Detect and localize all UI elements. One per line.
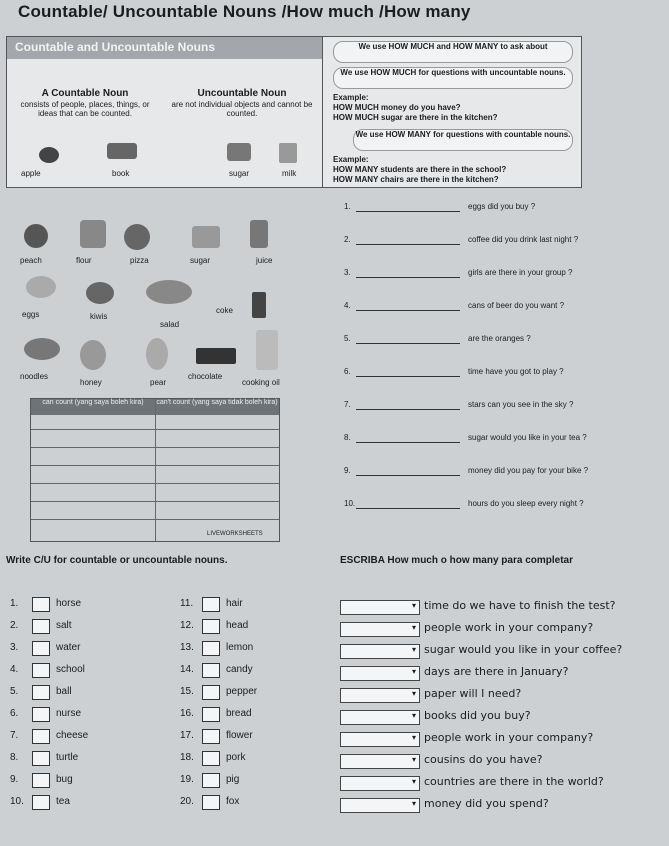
label-noodles: noodles: [20, 372, 49, 381]
cu-number: 20.: [180, 796, 194, 807]
how-much-many-select[interactable]: [340, 776, 420, 791]
example1-a: HOW MUCH money do you have?: [333, 103, 461, 112]
cu-word: candy: [226, 664, 253, 675]
chocolate-icon: [196, 348, 236, 364]
cu-number: 2.: [10, 620, 19, 631]
label-juice: juice: [256, 256, 273, 265]
sentence-text: days are there in January?: [424, 665, 569, 678]
answer-blank[interactable]: [356, 244, 460, 245]
table-header-count: can count (yang saya boleh kira): [31, 399, 155, 415]
eggs-icon: [26, 276, 56, 298]
flour-icon: [80, 220, 106, 248]
how-much-many-select[interactable]: [340, 600, 420, 615]
rule-how-many: We use HOW MANY for questions with countable nouns.: [353, 129, 573, 151]
label-eggs: eggs: [22, 310, 40, 319]
cu-answer-box[interactable]: [32, 619, 50, 634]
cu-number: 17.: [180, 730, 194, 741]
watermark: LIVEWORKSHEETS: [207, 531, 263, 537]
cu-number: 6.: [10, 708, 19, 719]
countable-uncountable-exercise: [10, 578, 330, 824]
cu-word: fox: [226, 796, 240, 807]
countable-heading: A Countable Noun: [41, 88, 129, 99]
cu-word: tea: [56, 796, 70, 807]
label-sugar: sugar: [229, 169, 250, 178]
box-header: Countable and Uncountable Nouns: [7, 37, 323, 59]
noodles-icon: [24, 338, 60, 360]
countable-explanation-box: [6, 36, 324, 188]
cu-number: 16.: [180, 708, 194, 719]
cu-number: 4.: [10, 664, 19, 675]
exercise-number: 9.: [344, 466, 351, 475]
cu-word: flower: [226, 730, 253, 741]
exercise-text: coffee did you drink last night ?: [468, 235, 579, 244]
how-much-many-rules-box: [322, 36, 582, 188]
label-pear: pear: [150, 378, 167, 387]
label-milk: milk: [282, 169, 297, 178]
cu-answer-box[interactable]: [202, 729, 220, 744]
cu-word: turtle: [56, 752, 79, 763]
cu-word: pepper: [226, 686, 258, 697]
cu-answer-box[interactable]: [202, 795, 220, 810]
chevron-down-icon: ▾: [411, 755, 416, 764]
cu-word: pork: [226, 752, 246, 763]
how-much-many-exercise: [330, 198, 630, 538]
cu-number: 3.: [10, 642, 19, 653]
countable-column: [15, 89, 155, 118]
sentence-text: time do we have to finish the test?: [424, 599, 616, 612]
rule-how-much: We use HOW MUCH for questions with uncountable nouns.: [333, 67, 573, 89]
cu-word: water: [56, 642, 81, 653]
cu-word: ball: [56, 686, 72, 697]
section-cu-title: Write C/U for countable or uncountable nouns.: [6, 555, 228, 566]
cu-answer-box[interactable]: [202, 597, 220, 612]
chevron-down-icon: ▾: [411, 777, 416, 786]
cu-answer-box[interactable]: [32, 707, 50, 722]
cu-word: pig: [226, 774, 240, 785]
cu-answer-box[interactable]: [202, 773, 220, 788]
label-peach: peach: [20, 256, 42, 265]
cu-answer-box[interactable]: [32, 597, 50, 612]
uncountable-description: are not individual objects and cannot be counted.: [171, 100, 313, 118]
label-book: book: [112, 169, 130, 178]
example2-a: HOW MANY students are there in the school?: [333, 165, 507, 174]
how-much-many-select[interactable]: [340, 710, 420, 725]
rule-ask-about: We use HOW MUCH and HOW MANY to ask about: [333, 41, 573, 63]
label-apple: apple: [21, 169, 41, 178]
sugar-pack-icon: [192, 226, 220, 248]
exercise-text: time have you got to play ?: [468, 367, 564, 376]
book-icon: [107, 143, 137, 159]
cu-number: 18.: [180, 752, 194, 763]
cu-word: bug: [56, 774, 73, 785]
answer-blank[interactable]: [356, 310, 460, 311]
sentence-text: people work in your company?: [424, 621, 594, 634]
cu-number: 1.: [10, 598, 19, 609]
how-much-many-select[interactable]: [340, 666, 420, 681]
exercise-number: 4.: [344, 301, 351, 310]
label-coke: coke: [216, 306, 233, 315]
exercise-number: 8.: [344, 433, 351, 442]
label-cooking-oil: cooking oil: [242, 378, 280, 387]
how-much-many-dropdowns: [340, 600, 660, 820]
page-title: Countable/ Uncountable Nouns /How much /How many: [18, 2, 471, 21]
coke-icon: [252, 292, 266, 318]
sugar-icon: [227, 143, 251, 161]
section-hm-title: ESCRIBA How much o how many para completar: [340, 555, 574, 566]
exercise-text: hours do you sleep every night ?: [468, 499, 584, 508]
answer-blank[interactable]: [356, 508, 460, 509]
cu-number: 12.: [180, 620, 194, 631]
sentence-text: people work in your company?: [424, 731, 594, 744]
how-much-many-select[interactable]: [340, 754, 420, 769]
cu-number: 7.: [10, 730, 19, 741]
cu-answer-box[interactable]: [202, 663, 220, 678]
cu-number: 8.: [10, 752, 19, 763]
cu-word: head: [226, 620, 249, 631]
answer-blank[interactable]: [356, 442, 460, 443]
chevron-down-icon: ▾: [411, 711, 416, 720]
answer-blank[interactable]: [356, 277, 460, 278]
exercise-text: cans of beer do you want ?: [468, 301, 565, 310]
cu-number: 9.: [10, 774, 19, 785]
example1-label: Example:: [333, 93, 369, 102]
label-salad: salad: [160, 320, 180, 329]
cu-answer-box[interactable]: [32, 663, 50, 678]
uncountable-heading: Uncountable Noun: [197, 88, 287, 99]
exercise-text: money did you pay for your bike ?: [468, 466, 589, 475]
exercise-text: girls are there in your group ?: [468, 268, 573, 277]
cu-number: 14.: [180, 664, 194, 675]
cu-word: cheese: [56, 730, 89, 741]
chevron-down-icon: ▾: [411, 733, 416, 742]
exercise-number: 3.: [344, 268, 351, 277]
exercise-number: 5.: [344, 334, 351, 343]
label-honey: honey: [80, 378, 102, 387]
chevron-down-icon: ▾: [411, 689, 416, 698]
label-sugar-pic: sugar: [190, 256, 211, 265]
chevron-down-icon: ▾: [411, 799, 416, 808]
label-flour: flour: [76, 256, 92, 265]
cu-answer-box[interactable]: [202, 641, 220, 656]
sentence-text: paper will I need?: [424, 687, 522, 700]
cu-word: school: [56, 664, 85, 675]
cu-number: 5.: [10, 686, 19, 697]
cu-answer-box[interactable]: [32, 685, 50, 700]
sorting-table: [30, 398, 280, 542]
food-pictures: [20, 210, 300, 390]
answer-blank[interactable]: [356, 211, 460, 212]
cu-word: lemon: [226, 642, 254, 653]
cu-word: bread: [226, 708, 252, 719]
how-much-many-select[interactable]: [340, 732, 420, 747]
exercise-number: 7.: [344, 400, 351, 409]
exercise-number: 10.: [344, 499, 356, 508]
answer-blank[interactable]: [356, 475, 460, 476]
label-chocolate: chocolate: [188, 372, 223, 381]
cooking-oil-icon: [256, 330, 278, 370]
cu-number: 15.: [180, 686, 194, 697]
how-much-many-select[interactable]: [340, 688, 420, 703]
example2-label: Example:: [333, 155, 369, 164]
cu-number: 10.: [10, 796, 24, 807]
exercise-text: sugar would you like in your tea ?: [468, 433, 587, 442]
countable-description: consists of people, places, things, or ideas that can be counted.: [20, 100, 150, 118]
cu-answer-box[interactable]: [202, 685, 220, 700]
cu-number: 19.: [180, 774, 194, 785]
cu-answer-box[interactable]: [32, 729, 50, 744]
cu-word: horse: [56, 598, 82, 609]
cu-answer-box[interactable]: [32, 773, 50, 788]
sentence-text: cousins do you have?: [424, 753, 543, 766]
cu-word: salt: [56, 620, 72, 631]
chevron-down-icon: ▾: [411, 601, 416, 610]
cu-answer-box[interactable]: [202, 751, 220, 766]
sentence-text: money did you spend?: [424, 797, 549, 810]
exercise-text: stars can you see in the sky ?: [468, 400, 574, 409]
chevron-down-icon: ▾: [411, 645, 416, 654]
how-much-many-select[interactable]: [340, 622, 420, 637]
answer-blank[interactable]: [356, 376, 460, 377]
cu-answer-box[interactable]: [32, 795, 50, 810]
pizza-icon: [124, 224, 150, 250]
cu-answer-box[interactable]: [202, 707, 220, 722]
how-much-many-select[interactable]: [340, 798, 420, 813]
cu-answer-box[interactable]: [32, 751, 50, 766]
salad-icon: [146, 280, 192, 304]
kiwis-icon: [86, 282, 114, 304]
sentence-text: sugar would you like in your coffee?: [424, 643, 623, 656]
cu-number: 11.: [180, 598, 194, 609]
example2-b: HOW MANY chairs are there in the kitchen?: [333, 175, 499, 184]
juice-icon: [250, 220, 268, 248]
exercise-text: eggs did you buy ?: [468, 202, 536, 211]
table-header-cant-count: can't count (yang saya tidak boleh kira): [155, 399, 279, 415]
chevron-down-icon: ▾: [411, 667, 416, 676]
apple-icon: [39, 147, 59, 163]
cu-word: nurse: [56, 708, 82, 719]
exercise-number: 1.: [344, 202, 351, 211]
cu-answer-box[interactable]: [202, 619, 220, 634]
honey-icon: [80, 340, 106, 370]
label-pizza: pizza: [130, 256, 149, 265]
cu-number: 13.: [180, 642, 194, 653]
exercise-number: 2.: [344, 235, 351, 244]
cu-word: hair: [226, 598, 243, 609]
how-much-many-select[interactable]: [340, 644, 420, 659]
pear-icon: [146, 338, 168, 370]
sentence-text: books did you buy?: [424, 709, 531, 722]
exercise-number: 6.: [344, 367, 351, 376]
answer-blank[interactable]: [356, 343, 460, 344]
uncountable-column: [167, 89, 317, 118]
exercise-text: are the oranges ?: [468, 334, 531, 343]
peach-icon: [24, 224, 48, 248]
example1-b: HOW MUCH sugar are there in the kitchen?: [333, 113, 498, 122]
chevron-down-icon: ▾: [411, 623, 416, 632]
cu-answer-box[interactable]: [32, 641, 50, 656]
label-kiwis: kiwis: [90, 312, 108, 321]
sentence-text: countries are there in the world?: [424, 775, 604, 788]
milk-icon: [279, 143, 297, 163]
answer-blank[interactable]: [356, 409, 460, 410]
